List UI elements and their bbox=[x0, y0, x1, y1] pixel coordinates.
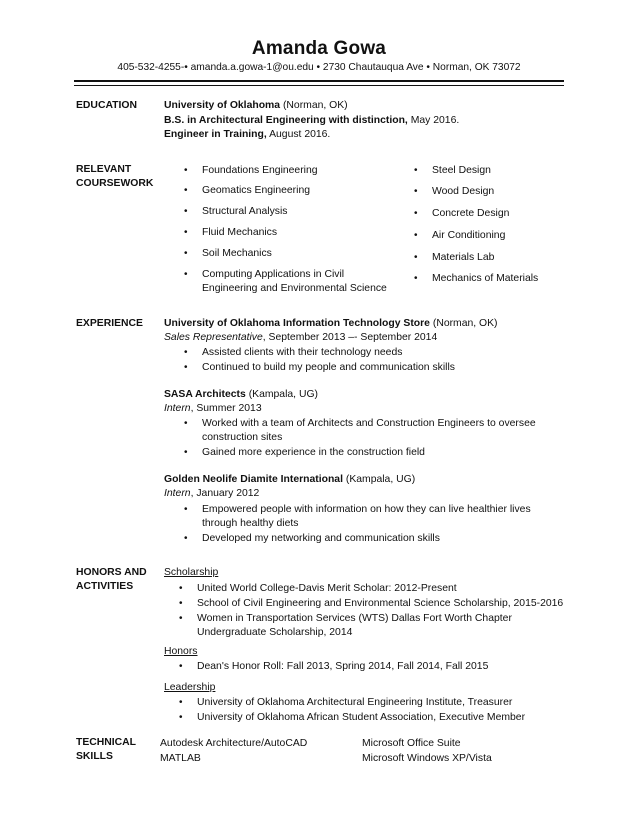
job-bullet: Developed my networking and communication skills bbox=[202, 533, 440, 544]
bullet: • bbox=[179, 697, 183, 708]
bullet: • bbox=[184, 362, 188, 373]
skill-item: Microsoft Office Suite bbox=[362, 738, 461, 749]
honor-item: Women in Transportation Services (WTS) Dallas Fort Worth Chapter bbox=[197, 613, 512, 624]
job-org: University of Oklahoma Information Technology Store bbox=[164, 318, 430, 329]
job-location: (Norman, OK) bbox=[429, 318, 498, 329]
course-item: Soil Mechanics bbox=[202, 248, 272, 259]
bullet: • bbox=[184, 185, 188, 196]
bullet: • bbox=[184, 418, 188, 429]
job-role-line bbox=[164, 402, 262, 415]
job-dates: , January 2012 bbox=[190, 488, 260, 499]
course-item: Wood Design bbox=[432, 186, 495, 197]
job-org: Golden Neolife Diamite International bbox=[164, 474, 343, 485]
job-bullet: Worked with a team of Architects and Construction Engineers to oversee bbox=[202, 418, 536, 429]
degree-name: B.S. in Architectural Engineering with distinction, bbox=[164, 115, 408, 126]
job-dates: , Summer 2013 bbox=[190, 403, 262, 414]
skill-item: Autodesk Architecture/AutoCAD bbox=[160, 738, 308, 749]
eit-date: August 2016. bbox=[266, 129, 331, 140]
course-item: Fluid Mechanics bbox=[202, 227, 278, 238]
job-bullet: Gained more experience in the construction field bbox=[202, 447, 425, 458]
bullet: • bbox=[184, 206, 188, 217]
education-eit bbox=[164, 128, 330, 141]
eit-name: Engineer in Training, bbox=[164, 129, 267, 140]
course-item: Foundations Engineering bbox=[202, 165, 318, 176]
job-role: Intern bbox=[164, 403, 191, 414]
skill-item: Microsoft Windows XP/Vista bbox=[362, 753, 492, 764]
section-label-skills bbox=[76, 736, 136, 763]
job-bullet: Empowered people with information on how they can live healthier lives bbox=[202, 504, 531, 515]
candidate-name: Amanda Gowa bbox=[251, 38, 387, 59]
job-bullet: Assisted clients with their technology needs bbox=[202, 347, 403, 358]
job-bullet-continued: through healthy diets bbox=[202, 518, 299, 529]
bullet: • bbox=[184, 227, 188, 238]
education-degree bbox=[164, 114, 459, 127]
job-role-line bbox=[164, 487, 259, 500]
job-heading bbox=[164, 317, 498, 330]
label-line: HONORS AND bbox=[76, 567, 147, 578]
label-line: SKILLS bbox=[76, 750, 113, 762]
label-line: TECHNICAL bbox=[76, 737, 137, 748]
course-item: Steel Design bbox=[432, 165, 491, 176]
job-role-line bbox=[164, 331, 437, 344]
job-role: Sales Representative bbox=[164, 332, 263, 343]
job-org: SASA Architects bbox=[164, 389, 246, 400]
bullet: • bbox=[179, 712, 183, 723]
section-label-coursework bbox=[76, 163, 153, 190]
bullet: • bbox=[179, 598, 183, 609]
contact-line: 405-532-4255-• amanda.a.gowa-1@ou.edu • 2730 Chautauqua Ave • Norman, OK 73072 bbox=[117, 62, 521, 73]
label-line: ACTIVITIES bbox=[76, 580, 134, 592]
job-heading bbox=[164, 473, 415, 486]
bullet: • bbox=[184, 504, 188, 515]
bullet: • bbox=[414, 208, 418, 219]
honors-heading: Honors bbox=[164, 646, 198, 657]
section-label-education: EDUCATION bbox=[76, 100, 137, 111]
course-item: Geomatics Engineering bbox=[202, 185, 311, 196]
job-location: (Kampala, UG) bbox=[342, 474, 416, 485]
course-item: Mechanics of Materials bbox=[432, 273, 539, 284]
skill-item: MATLAB bbox=[160, 753, 201, 764]
honor-item: School of Civil Engineering and Environmental Science Scholarship, 2015-2016 bbox=[197, 598, 564, 609]
bullet: • bbox=[179, 583, 183, 594]
job-bullet: Continued to build my people and communication skills bbox=[202, 362, 455, 373]
job-location: (Kampala, UG) bbox=[245, 389, 318, 400]
bullet: • bbox=[414, 230, 418, 241]
scholarship-heading: Scholarship bbox=[164, 567, 219, 578]
degree-date: May 2016. bbox=[407, 115, 460, 126]
label-line: COURSEWORK bbox=[76, 177, 154, 189]
bullet: • bbox=[184, 269, 188, 280]
job-heading bbox=[164, 388, 318, 401]
course-item: Materials Lab bbox=[432, 252, 495, 263]
course-item: Air Conditioning bbox=[432, 230, 506, 241]
honor-item: Dean's Honor Roll: Fall 2013, Spring 2014, Fall 2014, Fall 2015 bbox=[197, 661, 489, 672]
leadership-item: University of Oklahoma African Student Association, Executive Member bbox=[197, 712, 526, 723]
course-item: Computing Applications in Civil bbox=[202, 269, 345, 280]
course-item: Structural Analysis bbox=[202, 206, 288, 217]
school-name: University of Oklahoma bbox=[164, 100, 281, 111]
school-location: (Norman, OK) bbox=[280, 100, 348, 111]
bullet: • bbox=[184, 347, 188, 358]
course-item: Concrete Design bbox=[432, 208, 510, 219]
bullet: • bbox=[179, 661, 183, 672]
label-line: RELEVANT bbox=[76, 164, 132, 175]
bullet: • bbox=[184, 533, 188, 544]
bullet: • bbox=[414, 186, 418, 197]
bullet: • bbox=[184, 165, 188, 176]
bullet: • bbox=[414, 273, 418, 284]
section-label-experience: EXPERIENCE bbox=[76, 318, 143, 329]
header-rule-thin bbox=[74, 85, 564, 86]
bullet: • bbox=[414, 252, 418, 263]
bullet: • bbox=[184, 447, 188, 458]
job-role: Intern bbox=[164, 488, 191, 499]
course-item-continued: Engineering and Environmental Science bbox=[202, 283, 387, 294]
section-label-honors bbox=[76, 566, 147, 593]
header-rule-thick bbox=[74, 80, 564, 82]
education-school bbox=[164, 99, 348, 112]
bullet: • bbox=[179, 613, 183, 624]
leadership-heading: Leadership bbox=[164, 682, 216, 693]
bullet: • bbox=[184, 248, 188, 259]
job-bullet-continued: construction sites bbox=[202, 432, 283, 443]
honor-item: United World College-Davis Merit Scholar: 2012-Present bbox=[197, 583, 457, 594]
bullet: • bbox=[414, 165, 418, 176]
honor-item-continued: Undergraduate Scholarship, 2014 bbox=[197, 627, 353, 638]
job-dates: , September 2013 –- September 2014 bbox=[262, 332, 438, 343]
leadership-item: University of Oklahoma Architectural Engineering Institute, Treasurer bbox=[197, 697, 513, 708]
